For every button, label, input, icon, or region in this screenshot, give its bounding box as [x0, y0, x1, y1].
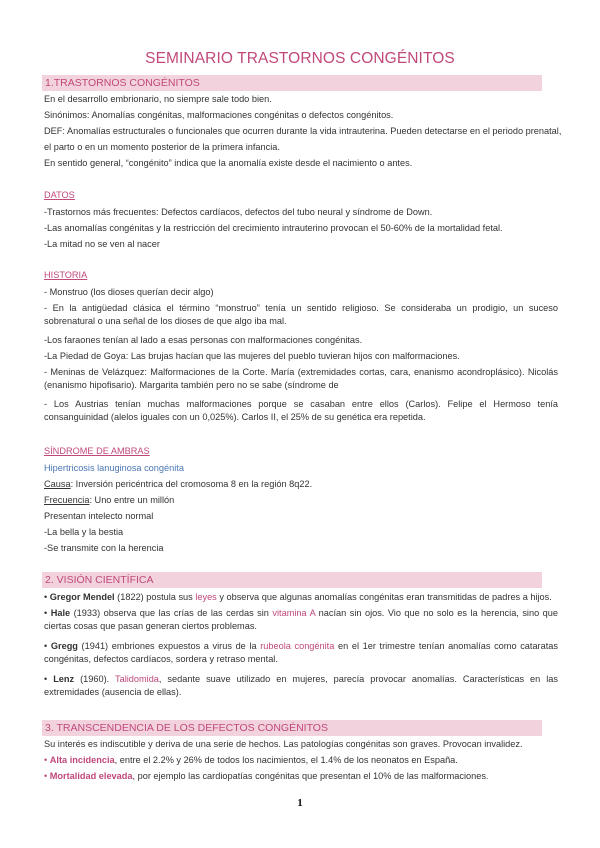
list-item: -La Piedad de Goya: Las brujas hacían que las mujeres del pueblo tuvieran hijos con malformaciones.: [44, 351, 460, 361]
hale-item: [44, 607, 558, 633]
mendel-item: [44, 591, 558, 604]
paragraph-line: el parto o en un momento posterior de la primera infancia.: [44, 142, 280, 152]
highlight-term: leyes: [195, 592, 217, 602]
bullet-icon: •: [44, 755, 48, 765]
paragraph-line: Su interés es indiscutible y deriva de una serie de hechos. Las patologías congénitas son graves. Provocan invalidez.: [44, 739, 523, 749]
item-text: y observa que algunas anomalías congénitas eran transmitidas de padres a hijos.: [216, 592, 552, 602]
list-item: - Monstruo (los dioses querían decir algo): [44, 287, 214, 297]
paragraph-line: Sinónimos: Anomalías congénitas, malformaciones congénitas o defectos congénitos.: [44, 110, 394, 120]
ambras-subtitle: Hipertricosis lanuginosa congénita: [44, 463, 184, 473]
frecuencia-label: Frecuencia: [44, 495, 90, 505]
bullet-icon: •: [44, 641, 48, 651]
list-item: - En la antigüedad clásica el término “monstruo” tenía un sentido religioso. Se consideraba un prodigio, un suceso sobrenatural o una señal de los dioses de que algo iba mal.: [44, 303, 558, 326]
subheading-ambras: SÍNDROME DE AMBRAS: [44, 446, 150, 456]
scientist-name: Gregor Mendel: [49, 592, 115, 602]
bullet-icon: •: [44, 771, 48, 781]
list-item: - Meninas de Velázquez: Malformaciones de la Corte. María (extremidades cortas, cara, enanismo acondroplásico). Nicolás (enanismo hipofisario). Margarita también pero no se sabe (síndrome de: [44, 367, 558, 390]
alta-incidencia-item: [44, 754, 558, 767]
list-item: -Se transmite con la herencia: [44, 543, 164, 553]
item-text: (1960).: [74, 674, 115, 684]
subheading-historia: HISTORIA: [44, 270, 88, 280]
list-item: -La mitad no se ven al nacer: [44, 239, 160, 249]
list-item: -Los faraones tenían al lado a esas personas con malformaciones congénitas.: [44, 335, 363, 345]
frecuencia-text: : Uno entre un millón: [89, 495, 175, 505]
highlight-term: Talidomida: [115, 674, 159, 684]
frecuencia-line: [44, 494, 558, 507]
bullet-icon: •: [44, 592, 48, 602]
item-text: , por ejemplo las cardiopatías congénitas que presentan el 10% de las malformaciones.: [132, 771, 489, 781]
causa-text: : Inversión pericéntrica del cromosoma 8 en la región 8q22.: [70, 479, 313, 489]
item-text: (1941) embriones expuestos a virus de la: [77, 641, 261, 651]
page-number: 1: [297, 797, 303, 809]
paragraph-line: En el desarrollo embrionario, no siempre sale todo bien.: [44, 94, 272, 104]
causa-line: [44, 478, 558, 491]
scientist-name: Hale: [50, 608, 71, 618]
gregg-item: [44, 640, 558, 666]
paragraph-line: Presentan intelecto normal: [44, 511, 154, 521]
scientist-name: Lenz: [53, 674, 75, 684]
list-item: -Las anomalías congénitas y la restricción del crecimiento intrauterino provocan el 50-60% de la mortalidad fetal.: [44, 223, 503, 233]
scientist-name: Gregg: [50, 641, 78, 651]
paragraph-line: En sentido general, “congénito” indica que la anomalía existe desde el nacimiento o antes.: [44, 158, 413, 168]
item-text: (1822) postula sus: [114, 592, 196, 602]
paragraph-line: DEF: Anomalías estructurales o funcionales que ocurren durante la vida intrauterina. Pueden detectarse en el periodo prenatal,: [44, 126, 562, 136]
page-title: SEMINARIO TRASTORNOS CONGÉNITOS: [145, 50, 455, 67]
list-item: - Los Austrias tenían muchas malformaciones porque se casaban entre ellos (Carlos). Felipe el Hermoso tenía consanguinidad (alelos iguales con un 0,025%). Carlos II, el 25% de su genética era repetida.: [44, 399, 558, 422]
item-text: , sedante suave utilizado en mujeres, parecía provocar anomalías. Características en las extremidades (ausencia de ellas).: [44, 674, 558, 697]
section-heading-trastornos: 1.TRASTORNOS CONGÉNITOS: [42, 75, 542, 91]
item-text: en el 1er trimestre tenían anomalías como cataratas congénitas, defectos cardíacos, sordera y retraso mental.: [44, 641, 558, 664]
subheading-datos: DATOS: [44, 190, 75, 200]
highlight-term: rubeola congénita: [260, 641, 335, 651]
mortalidad-item: [44, 770, 558, 783]
list-item: -La bella y la bestia: [44, 527, 124, 537]
bullet-icon: •: [44, 608, 48, 618]
list-item: -Trastornos más frecuentes: Defectos cardíacos, defectos del tubo neural y síndrome de Down.: [44, 207, 433, 217]
bullet-icon: •: [44, 674, 48, 684]
section-heading-vision: 2. VISIÓN CIENTÍFICA: [42, 572, 542, 588]
emphasis-label: Alta incidencia: [49, 755, 115, 765]
highlight-term: vitamina A: [272, 608, 316, 618]
emphasis-label: Mortalidad elevada: [49, 771, 133, 781]
lenz-item: [44, 673, 558, 699]
item-text: (1933) observa que las crías de las cerdas sin: [70, 608, 273, 618]
section-heading-transcendencia: 3. TRANSCENDENCIA DE LOS DEFECTOS CONGÉNITOS: [42, 720, 542, 736]
causa-label: Causa: [44, 479, 71, 489]
item-text: nacían sin ojos. Vio que no solo es la herencia, sino que ciertas cosas que pasan generan ciertos problemas.: [44, 608, 558, 631]
item-text: , entre el 2.2% y 26% de todos los nacimientos, el 1.4% de los neonatos en España.: [114, 755, 458, 765]
